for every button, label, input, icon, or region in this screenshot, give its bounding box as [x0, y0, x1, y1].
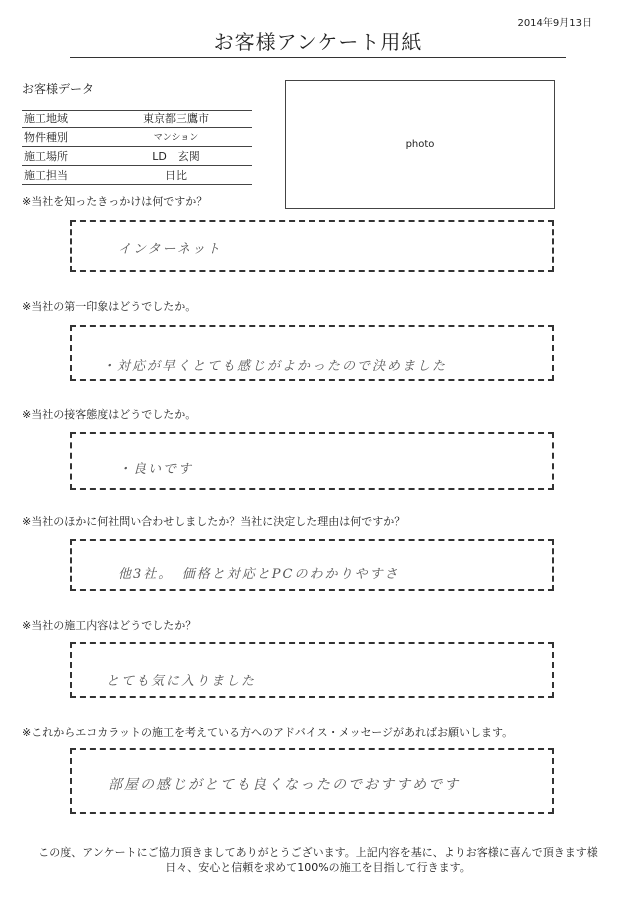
info-row-property-type	[22, 130, 252, 147]
info-value: マンション	[153, 133, 199, 143]
page-title: お客様アンケート用紙	[70, 26, 566, 58]
footer-line-2: 日々、安心と信頼を求めて100%の施工を目指して行きます。	[165, 861, 471, 874]
question-1: ※当社を知ったきっかけは何ですか？	[22, 195, 208, 208]
answer-box-6	[70, 748, 554, 814]
question-4: ※当社のほかに何社問い合わせしましたか？当社に決定した理由は何ですか？	[22, 515, 406, 528]
info-value: LD 玄関	[152, 150, 200, 163]
customer-data-heading: お客様データ	[22, 82, 95, 96]
answer-box-1	[70, 220, 554, 272]
info-value: 東京都三鷹市	[143, 112, 209, 125]
info-label: 施工担当	[24, 169, 68, 182]
question-2: ※当社の第一印象はどうでしたか。	[22, 300, 197, 313]
info-row-area	[22, 110, 252, 128]
info-label: 施工地域	[24, 112, 68, 125]
info-row-staff	[22, 168, 252, 185]
photo-placeholder	[285, 80, 555, 209]
answer-1: インターネット	[118, 242, 222, 257]
footer-line-1: この度、アンケートにご協力頂きましてありがとうございます。上記内容を基に、よりお客様に喜んで頂きます様	[38, 846, 598, 859]
answer-box-5	[70, 642, 554, 698]
customer-info-table	[22, 110, 252, 187]
question-3: ※当社の接客態度はどうでしたか。	[22, 408, 197, 421]
answer-2: ・対応が早くとても感じがよかったので決めました	[102, 359, 448, 374]
answer-4: 他3社。 価格と対応とPCのわかりやすさ	[118, 567, 400, 582]
answer-5: とても気に入りました	[106, 674, 257, 689]
info-label: 施工場所	[24, 150, 68, 163]
footer-message	[0, 845, 636, 875]
info-label: 物件種別	[24, 131, 68, 144]
photo-label: photo	[405, 139, 435, 150]
question-6: ※これからエコカラットの施工を考えている方へのアドバイス・メッセージがあればお願いします。	[22, 726, 514, 739]
survey-date: 2014年9月13日	[517, 18, 592, 29]
answer-box-3	[70, 432, 554, 490]
answer-box-2	[70, 325, 554, 381]
info-value: 日比	[165, 169, 187, 182]
answer-box-4	[70, 539, 554, 591]
answer-3: ・良いです	[118, 462, 194, 477]
info-row-location	[22, 149, 252, 166]
answer-6: 部屋の感じがとても良くなったのでおすすめです	[108, 777, 461, 793]
question-5: ※当社の施工内容はどうでしたか？	[22, 619, 197, 632]
